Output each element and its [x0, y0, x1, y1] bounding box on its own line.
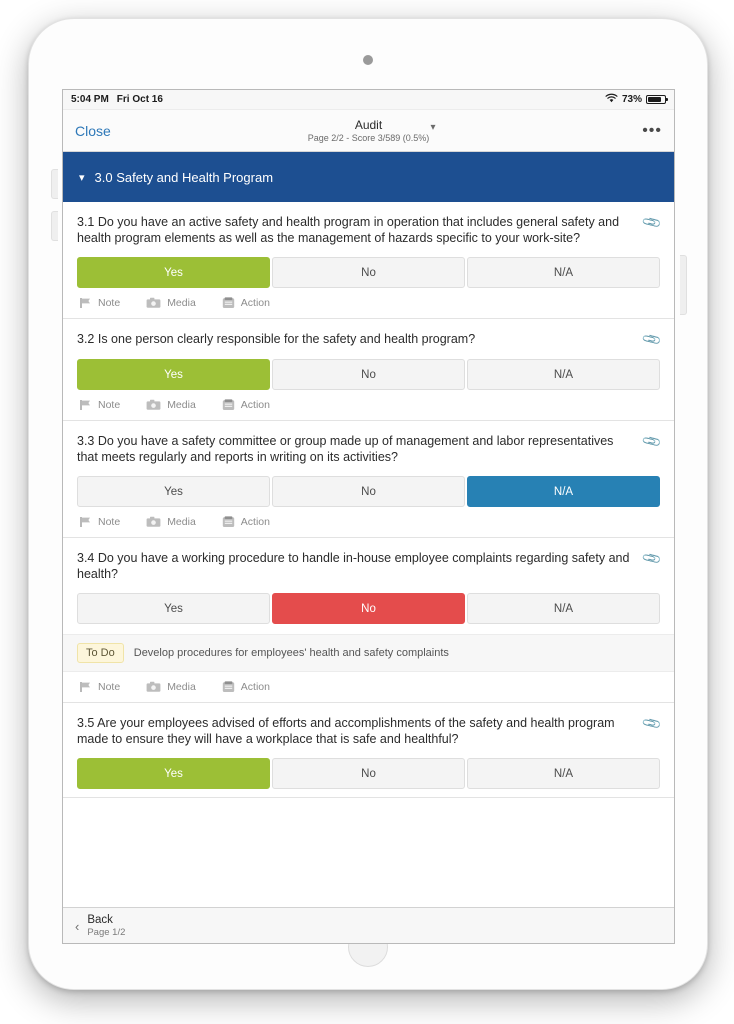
action-action[interactable]: [222, 297, 270, 309]
action-label: Action: [240, 516, 270, 528]
paperclip-icon[interactable]: 📎: [640, 430, 663, 453]
close-button[interactable]: Close: [75, 122, 111, 139]
meta-actions-row: [77, 288, 660, 318]
battery-percent-label: 73%: [621, 94, 642, 105]
note-action[interactable]: [79, 516, 120, 528]
meta-actions-row: [77, 672, 660, 702]
answer-group: [77, 758, 660, 789]
note-label: Note: [98, 681, 121, 693]
action-label: Action: [240, 399, 270, 411]
volume-down-button[interactable]: [51, 211, 58, 241]
todo-badge: To Do: [77, 643, 124, 663]
battery-icon: [646, 95, 666, 104]
answer-na-button[interactable]: N/A: [467, 476, 660, 507]
media-action[interactable]: [146, 297, 196, 309]
paperclip-icon[interactable]: 📎: [640, 712, 663, 735]
meta-actions-row: [77, 390, 660, 420]
question-text: 3.4 Do you have a working procedure to handle in-house employee complaints regarding safety and health?: [77, 551, 630, 581]
question-text: 3.1 Do you have an active safety and health program in operation that includes general safety and health program elements as well as the management of hazards specific to your work-site?: [77, 215, 620, 245]
action-action[interactable]: [222, 681, 270, 693]
answer-yes-button[interactable]: Yes: [77, 593, 270, 624]
answer-na-button[interactable]: N/A: [467, 359, 660, 390]
answer-yes-button[interactable]: Yes: [77, 359, 270, 390]
flag-icon: [79, 681, 92, 693]
camera-icon: [146, 516, 161, 528]
media-action[interactable]: [146, 681, 196, 693]
tablet-device-frame: [28, 18, 708, 990]
more-options-icon[interactable]: •••: [642, 121, 662, 139]
answer-group: [77, 593, 660, 624]
note-action[interactable]: [79, 399, 120, 411]
answer-na-button[interactable]: N/A: [467, 758, 660, 789]
section-header[interactable]: [63, 152, 674, 202]
question-list[interactable]: [63, 202, 674, 907]
question-text: 3.5 Are your employees advised of efforts and accomplishments of the safety and health program made to ensure they will have a workplace that is safe and healthful?: [77, 716, 615, 746]
action-label: Action: [240, 681, 270, 693]
paperclip-icon[interactable]: 📎: [640, 547, 663, 570]
media-label: Media: [167, 297, 196, 309]
ios-status-bar: [63, 90, 674, 110]
question-text: 3.3 Do you have a safety committee or group made up of management and labor representatives that meets regularly and reports in writing on its activities?: [77, 434, 614, 464]
volume-up-button[interactable]: [51, 169, 58, 199]
answer-group: [77, 257, 660, 288]
answer-group: [77, 359, 660, 390]
chevron-down-icon[interactable]: ▾: [430, 122, 436, 133]
action-label: Action: [240, 297, 270, 309]
question-item: [63, 421, 674, 538]
answer-no-button[interactable]: No: [272, 257, 465, 288]
flag-icon: [79, 516, 92, 528]
page-subtitle: Page 2/2 - Score 3/589 (0.5%): [307, 132, 430, 143]
note-label: Note: [98, 399, 121, 411]
answer-na-button[interactable]: N/A: [467, 593, 660, 624]
chevron-left-icon[interactable]: ‹: [75, 919, 80, 934]
media-action[interactable]: [146, 516, 196, 528]
answer-yes-button[interactable]: Yes: [77, 758, 270, 789]
note-action[interactable]: [79, 681, 120, 693]
back-page-indicator: Page 1/2: [87, 927, 126, 938]
clipboard-icon: [222, 681, 235, 693]
clipboard-icon: [222, 516, 235, 528]
camera-icon: [146, 297, 161, 309]
flag-icon: [79, 297, 92, 309]
answer-na-button[interactable]: N/A: [467, 257, 660, 288]
note-label: Note: [98, 297, 121, 309]
paperclip-icon[interactable]: 📎: [640, 328, 663, 351]
question-item: [63, 538, 674, 703]
tablet-screen: [62, 89, 675, 944]
back-label: Back: [87, 914, 113, 926]
question-item: [63, 703, 674, 798]
clipboard-icon: [222, 399, 235, 411]
action-action[interactable]: [222, 516, 270, 528]
flag-icon: [79, 399, 92, 411]
power-button[interactable]: [680, 255, 687, 315]
wifi-icon: [605, 93, 618, 106]
question-item: [63, 319, 674, 421]
media-action[interactable]: [146, 399, 196, 411]
note-action[interactable]: [79, 297, 120, 309]
meta-actions-row: [77, 507, 660, 537]
clipboard-icon: [222, 297, 235, 309]
answer-yes-button[interactable]: Yes: [77, 476, 270, 507]
camera-icon: [146, 681, 161, 693]
question-text: 3.2 Is one person clearly responsible for the safety and health program?: [77, 332, 476, 346]
action-action[interactable]: [222, 399, 270, 411]
chevron-down-icon[interactable]: ▾: [79, 171, 85, 184]
status-date: Fri Oct 16: [116, 94, 163, 105]
answer-no-button[interactable]: No: [272, 476, 465, 507]
todo-row[interactable]: [63, 634, 674, 672]
note-label: Note: [98, 516, 121, 528]
section-title: 3.0 Safety and Health Program: [94, 169, 274, 185]
todo-text: Develop procedures for employees' health and safety complaints: [133, 647, 449, 659]
nav-right-group: [642, 122, 662, 140]
answer-no-button[interactable]: No: [272, 359, 465, 390]
page-title: Audit: [354, 117, 383, 132]
answer-group: [77, 476, 660, 507]
question-item: [63, 202, 674, 319]
nav-title-group: [63, 118, 674, 144]
answer-no-button[interactable]: No: [272, 758, 465, 789]
answer-yes-button[interactable]: Yes: [77, 257, 270, 288]
media-label: Media: [167, 681, 196, 693]
camera-icon: [146, 399, 161, 411]
answer-no-button[interactable]: No: [272, 593, 465, 624]
status-time: 5:04 PM: [71, 94, 109, 105]
app-nav-bar: [63, 110, 674, 152]
paperclip-icon[interactable]: 📎: [640, 211, 663, 234]
media-label: Media: [167, 516, 196, 528]
footer-nav[interactable]: [63, 907, 674, 944]
media-label: Media: [167, 399, 196, 411]
front-camera: [363, 55, 373, 65]
